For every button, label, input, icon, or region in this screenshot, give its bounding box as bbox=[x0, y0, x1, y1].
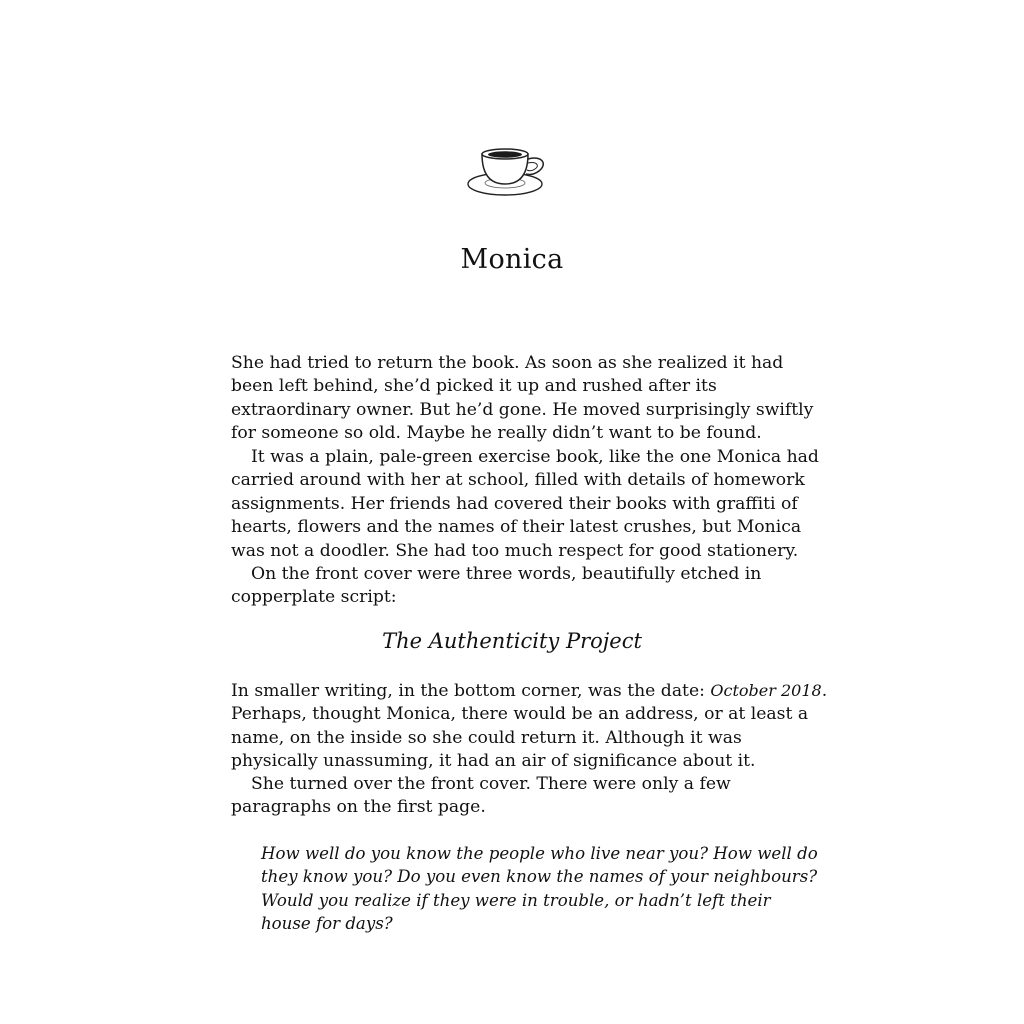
book-title: The Authenticity Project bbox=[382, 629, 642, 653]
quote-line: they know you? Do you even know the names of your neighbours? bbox=[261, 867, 818, 887]
paragraph-5 bbox=[231, 773, 791, 820]
text-line: extraordinary owner. But he’d gone. He moved surprisingly swiftly bbox=[231, 399, 814, 420]
text-line: for someone so old. Maybe he really didn’t want to be found. bbox=[231, 423, 762, 444]
notebook-quote bbox=[261, 842, 818, 936]
text-line: name, on the inside so she could return it. Although it was bbox=[231, 727, 742, 748]
chapter-title: Monica bbox=[460, 244, 564, 275]
coffee-cup-icon bbox=[466, 142, 552, 200]
text-line: paragraphs on the first page. bbox=[231, 797, 486, 818]
text-line: carried around with her at school, filled with details of homework bbox=[231, 470, 805, 491]
text-line: was not a doodler. She had too much respect for good stationery. bbox=[231, 540, 799, 561]
quote-line: Would you realize if they were in trouble, or hadn’t left their bbox=[261, 890, 771, 910]
date-period: . bbox=[821, 681, 828, 701]
text-line: copperplate script: bbox=[231, 587, 397, 608]
text-line: been left behind, she’d picked it up and rushed after its bbox=[231, 376, 717, 397]
text-line: It was a plain, pale-green exercise book, like the one Monica had bbox=[251, 447, 819, 467]
text-line: hearts, flowers and the names of their latest crushes, but Monica bbox=[231, 517, 802, 538]
quote-line: How well do you know the people who live near you? How well do bbox=[261, 844, 818, 863]
text-line: Perhaps, thought Monica, there would be an address, or at least a bbox=[231, 704, 809, 725]
text-line: assignments. Her friends had covered their books with graffiti of bbox=[231, 493, 798, 514]
text-line: She had tried to return the book. As soon as she realized it had bbox=[231, 353, 784, 373]
text-line: On the front cover were three words, beautifully etched in bbox=[251, 564, 762, 584]
text-line: physically unassuming, it had an air of significance about it. bbox=[231, 751, 756, 772]
text-line: She turned over the front cover. There were only a few bbox=[251, 774, 731, 794]
text-line bbox=[231, 679, 828, 703]
date-intro: In smaller writing, in the bottom corner, was the date: bbox=[231, 681, 711, 701]
paragraph-3 bbox=[231, 563, 791, 610]
paragraph-1 bbox=[231, 352, 814, 446]
paragraph-4 bbox=[231, 679, 828, 774]
date-text: October 2018 bbox=[710, 681, 822, 700]
paragraph-2 bbox=[231, 446, 819, 563]
quote-line: house for days? bbox=[261, 914, 393, 934]
